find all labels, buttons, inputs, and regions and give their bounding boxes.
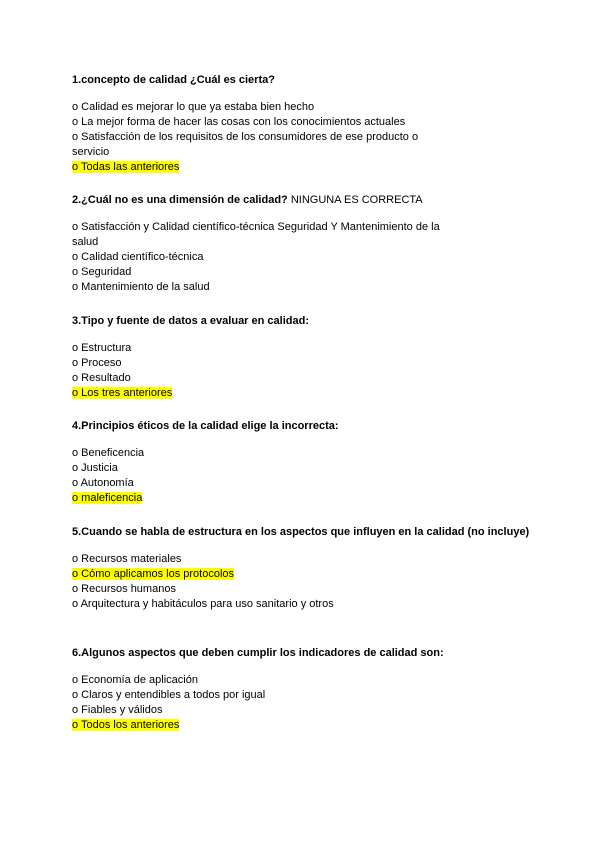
answer-option: o Satisfacción y Calidad científico-técnica Seguridad Y Mantenimiento de la salud [72,221,440,248]
answer-option: o Proceso [72,357,122,369]
question-4 [72,419,542,506]
question-title: 4.Principios éticos de la calidad elige la incorrecta: [72,420,339,432]
answer-option: o Justicia [72,462,118,474]
answer-option: o Calidad científico-técnica [72,251,204,263]
answer-option-highlighted: o maleficencia [72,492,143,504]
answer-option-highlighted: o Todas las anteriores [72,161,180,173]
answer-option: o Arquitectura y habitáculos para uso sanitario y otros [72,598,334,610]
answer-option-highlighted: o Cómo aplicamos los protocolos [72,568,235,580]
answer-option: o Autonomía [72,477,134,489]
answer-option: o Recursos materiales [72,553,182,565]
answer-option: o Satisfacción de los requisitos de los consumidores de ese producto o servicio [72,131,419,158]
answer-option: o Beneficencia [72,447,145,459]
answer-option: o Recursos humanos [72,583,176,595]
question-2 [72,193,542,295]
answer-option: o Mantenimiento de la salud [72,281,210,293]
answer-option: o Claros y entendibles a todos por igual [72,689,266,701]
answer-option: o Economía de aplicación [72,674,198,686]
answer-option: o Calidad es mejorar lo que ya estaba bien hecho [72,101,315,113]
answer-option: o La mejor forma de hacer las cosas con los conocimientos actuales [72,116,406,128]
answer-option-highlighted: o Todos los anteriores [72,719,180,731]
question-3 [72,314,542,401]
question-title: 3.Tipo y fuente de datos a evaluar en calidad: [72,315,309,327]
answer-option: o Seguridad [72,266,132,278]
question-title: 2.¿Cuál no es una dimensión de calidad? NINGUNA ES CORRECTA [72,194,423,206]
answer-option: o Estructura [72,342,132,354]
question-title: 1.concepto de calidad ¿Cuál es cierta? [72,74,275,86]
question-5 [72,525,542,612]
question-6 [72,646,542,733]
answer-option: o Fiables y válidos [72,704,163,716]
answer-note: NINGUNA ES CORRECTA [290,194,423,206]
question-title: 6.Algunos aspectos que deben cumplir los indicadores de calidad son: [72,647,444,659]
answer-option-highlighted: o Los tres anteriores [72,387,173,399]
question-title: 5.Cuando se habla de estructura en los aspectos que influyen en la calidad (no incluye) [72,526,530,538]
question-1 [72,73,542,175]
answer-option: o Resultado [72,372,131,384]
